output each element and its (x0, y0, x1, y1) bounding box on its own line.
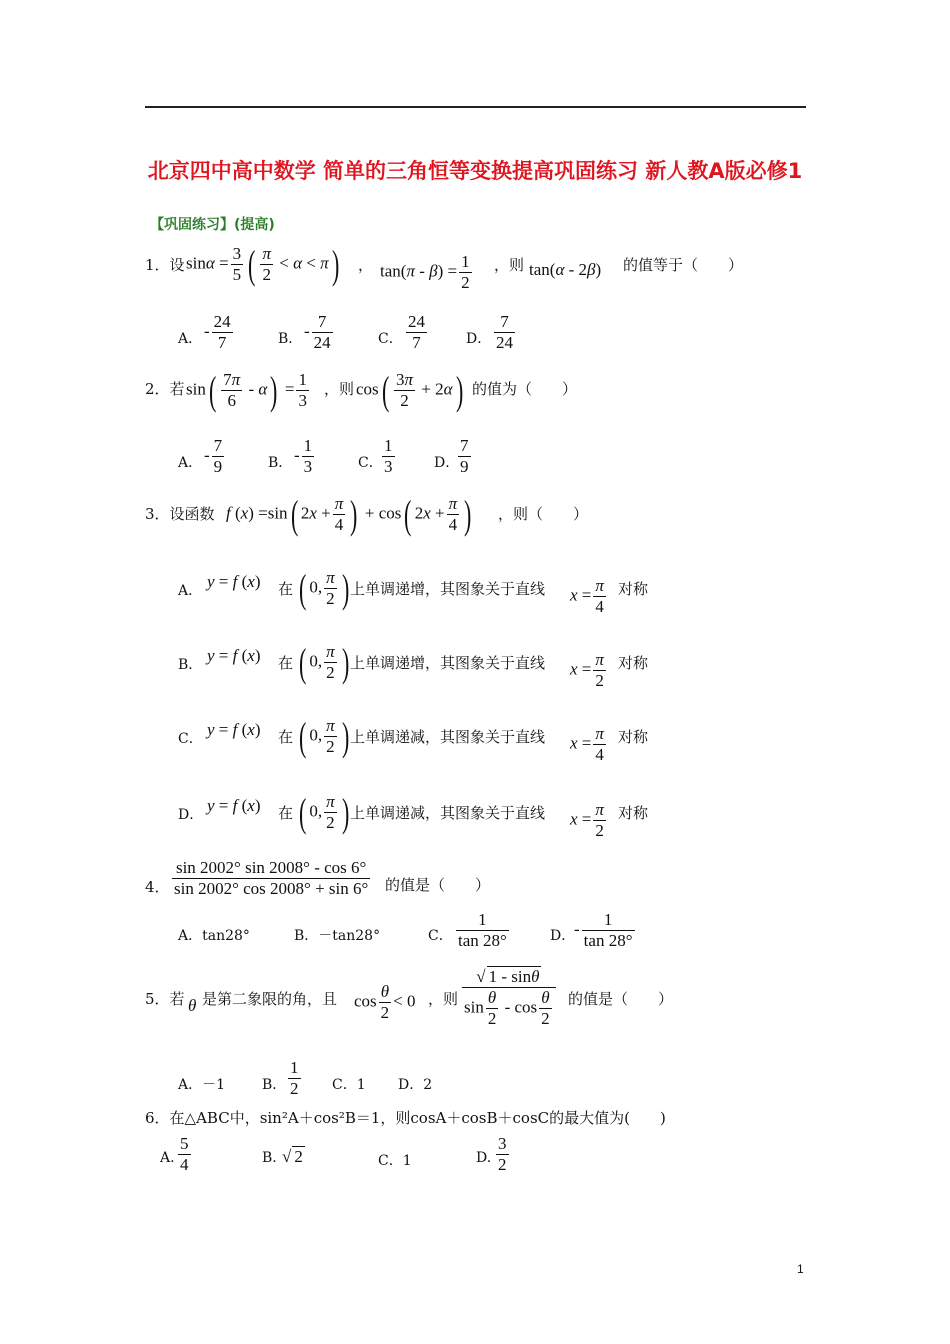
q3-option-a-formula: y = f (x) (207, 572, 261, 591)
q3-option-b: B． (178, 657, 203, 673)
q3-option-c-interval: ( 0, $\frac{\pi}{2}$ ) (298, 713, 349, 759)
document-title: 北京四中高中数学 简单的三角恒等变换提高巩固练习 新人教A版必修1 (147, 159, 803, 183)
q5-formula: √ 1 - sinθ sin $\frac{\theta}{2}$ - cos $\frac{\theta}{2}$ (460, 966, 558, 1029)
q3-option-d-formula: y = f (x) (207, 796, 261, 815)
q4-option-c-value: $\frac{1}{\tan 28^\circ}$ (458, 910, 507, 950)
q1-option-a-value: - $\frac{24}{7}$ (204, 312, 231, 352)
q3-option-d-in: 在 (278, 804, 294, 822)
q3-option-d-sym: 对称 (618, 804, 649, 822)
q1-option-b-value: - $\frac{7}{24}$ (304, 312, 331, 352)
q3-option-c: C． (178, 731, 203, 747)
q3-option-b-line: x = $\frac{\pi}{2}$ (570, 650, 604, 690)
q5-option-d: D．2 (398, 1077, 433, 1093)
q6-option-c: C．1 (378, 1153, 412, 1169)
q1-option-d: D． (466, 331, 492, 347)
q5-then: ，则 (428, 990, 459, 1008)
header-rule (145, 106, 806, 108)
section-heading: 【巩固练习】(提高) (150, 217, 275, 233)
q3-option-a-desc: 上单调递增，其图象关于直线 (350, 580, 546, 598)
q3-option-d-desc: 上单调递减，其图象关于直线 (350, 804, 546, 822)
q3-option-d-line: x = $\frac{\pi}{2}$ (570, 800, 604, 840)
q3-option-a-line: x = $\frac{\pi}{4}$ (570, 576, 604, 616)
q3-option-b-sym: 对称 (618, 654, 649, 672)
q3-option-a-interval: ( 0, $\frac{\pi}{2}$ ) (298, 565, 349, 611)
q3-formula: f (x) =sin( 2x + $\frac{\pi}{4}$ ) + cos( 2x + $\frac{\pi}{4}$ ) (226, 491, 472, 537)
q4-option-b: B．－tan28° (294, 928, 381, 944)
q1-formula-tan: tan(π - β) = $\frac{1}{2}$ (380, 252, 470, 292)
q4-option-a: A．tan28° (178, 928, 250, 944)
q3-option-a: A． (178, 583, 203, 599)
q5-option-b: B． (262, 1077, 287, 1093)
q4-option-d: D． (550, 928, 576, 944)
q5-mid: 是第二象限的角，且 (202, 990, 338, 1008)
q6-text: 6．在△ABC中，sin²A＋cos²B＝1，则cosA＋cosB＋cosC的最大值为( ) (145, 1109, 666, 1127)
q4-ask: 的值是（ ） (385, 876, 491, 894)
q5-option-a: A．－1 (178, 1077, 226, 1093)
q3-option-c-formula: y = f (x) (207, 720, 261, 739)
q3-option-b-interval: ( 0, $\frac{\pi}{2}$ ) (298, 639, 349, 685)
q2-option-d-value: $\frac{7}{9}$ (460, 436, 469, 476)
q3-option-a-sym: 对称 (618, 580, 649, 598)
q3-lead: 3．设函数 (145, 505, 215, 523)
q6-option-d: D. (476, 1150, 492, 1166)
q5-condition: cos $\frac{\theta}{2}$ < 0 (354, 982, 416, 1022)
q6-option-a-value: $\frac{5}{4}$ (180, 1134, 189, 1174)
q2-formula-sin: sin( $\frac{7\pi}{6}$ - α) = $\frac{1}{3}$ (186, 367, 307, 413)
q2-option-c-value: $\frac{1}{3}$ (384, 436, 393, 476)
q3-option-d: D． (178, 807, 204, 823)
q2-option-b: B． (268, 455, 293, 471)
q6-option-b-value: √ 2 (282, 1147, 303, 1166)
q2-lead: 2．若 (145, 380, 185, 398)
page-number: 1 (797, 1262, 804, 1276)
q1-ask: 的值等于（ ） (623, 256, 744, 274)
q5-theta: θ (188, 996, 197, 1015)
q3-option-d-interval: ( 0, $\frac{\pi}{2}$ ) (298, 789, 349, 835)
q3-option-a-in: 在 (278, 580, 294, 598)
q5-option-b-value: $\frac{1}{2}$ (290, 1058, 299, 1098)
q2-formula-cos: cos( $\frac{3\pi}{2}$ + 2α) (356, 367, 463, 413)
q1-lead: 1．设 (145, 256, 185, 274)
q2-option-b-value: - $\frac{1}{3}$ (294, 436, 313, 476)
q1-formula-target: tan(α - 2β) (529, 260, 602, 279)
q4-option-d-value: - $\frac{1}{\tan 28^\circ}$ (574, 910, 633, 950)
q1-formula-sin: sinα = $\frac{3}{5}$ ( $\frac{\pi}{2}$ < α < π) (186, 241, 339, 287)
q2-ask: 的值为（ ） (472, 380, 578, 398)
q1-option-c: C． (378, 331, 403, 347)
q1-sep: ， (358, 256, 374, 274)
q6-option-b: B. (262, 1150, 277, 1166)
q2-option-a: A． (178, 455, 203, 471)
q1-option-b: B． (278, 331, 303, 347)
q3-option-b-in: 在 (278, 654, 294, 672)
q3-option-c-line: x = $\frac{\pi}{4}$ (570, 724, 604, 764)
q3-option-c-desc: 上单调递减，其图象关于直线 (350, 728, 546, 746)
q3-option-c-sym: 对称 (618, 728, 649, 746)
q3-option-c-in: 在 (278, 728, 294, 746)
q1-then: ，则 (494, 256, 525, 274)
q3-option-b-formula: y = f (x) (207, 646, 261, 665)
q2-option-d: D． (434, 455, 460, 471)
q4-num: 4． (145, 878, 170, 896)
q2-option-c: C． (358, 455, 383, 471)
q1-option-a: A． (178, 331, 203, 347)
q6-option-d-value: $\frac{3}{2}$ (498, 1134, 507, 1174)
q2-then: ，则 (324, 380, 355, 398)
q6-option-a: A. (160, 1150, 175, 1166)
q4-formula: $\frac{\sin 2002^\circ \sin 2008^\circ - \cos 6^\circ}{\sin 2002^\circ \cos 2008^\circ + \sin 6^\circ}$ (174, 858, 369, 898)
q2-option-a-value: - $\frac{7}{9}$ (204, 436, 223, 476)
q1-option-d-value: $\frac{7}{24}$ (496, 312, 513, 352)
q5-option-c: C．1 (332, 1077, 366, 1093)
q3-option-b-desc: 上单调递增，其图象关于直线 (350, 654, 546, 672)
q3-ask: ，则（ ） (498, 505, 589, 523)
q4-option-c: C． (428, 928, 453, 944)
q1-option-c-value: $\frac{24}{7}$ (408, 312, 425, 352)
q5-ask: 的值是（ ） (568, 990, 674, 1008)
q5-lead: 5．若 (145, 990, 185, 1008)
